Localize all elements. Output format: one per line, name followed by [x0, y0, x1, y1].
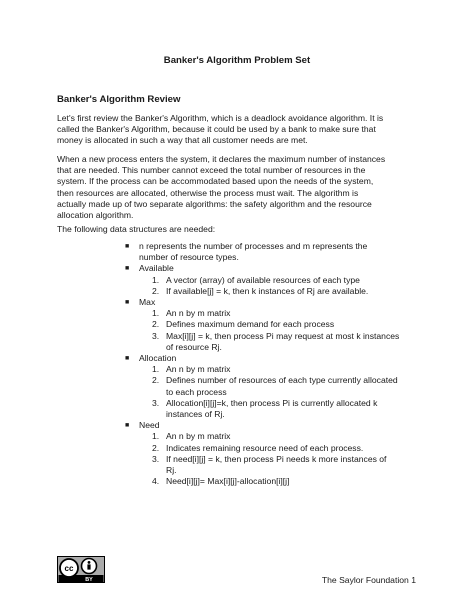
sub-item-number: 1. — [152, 308, 160, 319]
bullet-label: Need — [139, 420, 160, 431]
list-item-need — [124, 420, 434, 431]
paragraph-line: allocation algorithm. — [57, 210, 134, 221]
sub-item-number: 3. — [152, 453, 160, 464]
svg-text:cc: cc — [64, 564, 74, 573]
sub-item-text: If available[j] = k, then k instances of Rj are available. — [166, 285, 369, 296]
sub-item — [124, 286, 434, 297]
sub-item-text: An n by m matrix — [166, 308, 231, 319]
bullet-square-icon: ■ — [125, 243, 130, 250]
sub-item-text: Allocation[i][j]=k, then process Pi is currently allocated k — [166, 397, 378, 408]
paragraph-line: Let's first review the Banker's Algorithm, which is a deadlock avoidance algorithm. It is — [57, 113, 384, 123]
bullet-square-icon: ■ — [125, 265, 130, 273]
sub-item-number: 3. — [152, 397, 160, 408]
sub-item-number: 1. — [152, 364, 160, 375]
paragraph-line: money is allocated in such a way that all customer needs are met. — [57, 135, 308, 146]
sub-item — [124, 275, 434, 286]
sub-item — [124, 319, 434, 330]
sub-item-number: 1. — [152, 431, 160, 442]
bullet-square-icon: ■ — [125, 355, 130, 363]
attribution-icon — [82, 559, 97, 574]
sub-item-number: 2. — [152, 319, 160, 330]
sub-item-number: 4. — [152, 476, 160, 487]
list-item-available — [124, 263, 434, 274]
bullet-label: Max — [139, 297, 156, 308]
sub-item-number: 2. — [152, 285, 160, 296]
sub-item — [124, 398, 434, 420]
sub-item-text: A vector (array) of available resources of each type — [166, 274, 360, 285]
cc-license-badge[interactable] — [57, 556, 105, 583]
paragraph-line: called the Banker's Algorithm, because it could be used by a bank to make sure that — [57, 124, 376, 135]
sub-item — [124, 476, 434, 487]
sub-item-text: Need[i][j]= Max[i][j]-allocation[i][j] — [166, 476, 290, 487]
license-badge-caption: BY — [85, 577, 93, 583]
sub-item-text: instances of Rj. — [166, 409, 225, 420]
sub-item — [124, 454, 434, 476]
bullet-text: n represents the number of processes and m represents the — [139, 241, 368, 251]
sub-item-number: 1. — [152, 274, 160, 285]
intro-paragraph — [57, 113, 427, 147]
paragraph-line: then resources are allocated, otherwise the process must wait. The algorithm is — [57, 187, 359, 198]
list-item-max — [124, 297, 434, 308]
sub-item — [124, 443, 434, 454]
sub-item-text: If need[i][j] = k, then process Pi needs k more instances of — [166, 453, 387, 464]
sub-item-text: of resource Rj. — [166, 341, 222, 352]
sub-item-number: 3. — [152, 330, 160, 341]
list-item-n-m — [124, 241, 434, 263]
sub-item-text: An n by m matrix — [166, 431, 231, 442]
paragraph-line: actually made up of two separate algorithms: the safety algorithm and the resource — [57, 198, 372, 209]
paragraph-line: When a new process enters the system, it declares the maximum number of instances — [57, 154, 386, 164]
bullet-text: number of resource types. — [139, 252, 239, 263]
cc-icon — [60, 559, 78, 577]
sub-item — [124, 308, 434, 319]
sub-item-text: Max[i][j] = k, then process Pi may request at most k instances — [166, 330, 400, 341]
sub-item-text: Defines number of resources of each type currently allocated — [166, 375, 398, 386]
paragraph-line: that are needed. This number cannot exceed the total number of resources in the — [57, 165, 366, 176]
bullet-label: Allocation — [139, 353, 177, 364]
data-structures-list — [124, 241, 434, 487]
sub-item — [124, 364, 434, 375]
section-heading: Banker's Algorithm Review — [57, 94, 181, 105]
bullet-square-icon: ■ — [125, 422, 130, 430]
page-footer: The Saylor Foundation 1 — [321, 575, 416, 585]
process-paragraph — [57, 154, 427, 221]
sub-item-text: Rj. — [166, 465, 177, 476]
sub-item-text: Indicates remaining resource need of each process. — [166, 442, 364, 453]
bullet-square-icon: ■ — [125, 299, 130, 307]
sub-item-text: Defines maximum demand for each process — [166, 319, 335, 330]
sub-item — [124, 431, 434, 442]
sub-item — [124, 331, 434, 353]
page-title: Banker's Algorithm Problem Set — [163, 55, 311, 66]
data-structures-intro: The following data structures are needed: — [57, 224, 216, 234]
list-item-allocation — [124, 353, 434, 364]
paragraph-line: system. If the process can be accommodated based upon the needs of the system, — [57, 176, 374, 187]
bullet-label: Available — [139, 263, 174, 274]
sub-item-number: 2. — [152, 375, 160, 386]
sub-item — [124, 375, 434, 397]
sub-item-text: to each process — [166, 386, 227, 397]
sub-item-text: An n by m matrix — [166, 364, 231, 375]
sub-item-number: 2. — [152, 442, 160, 453]
